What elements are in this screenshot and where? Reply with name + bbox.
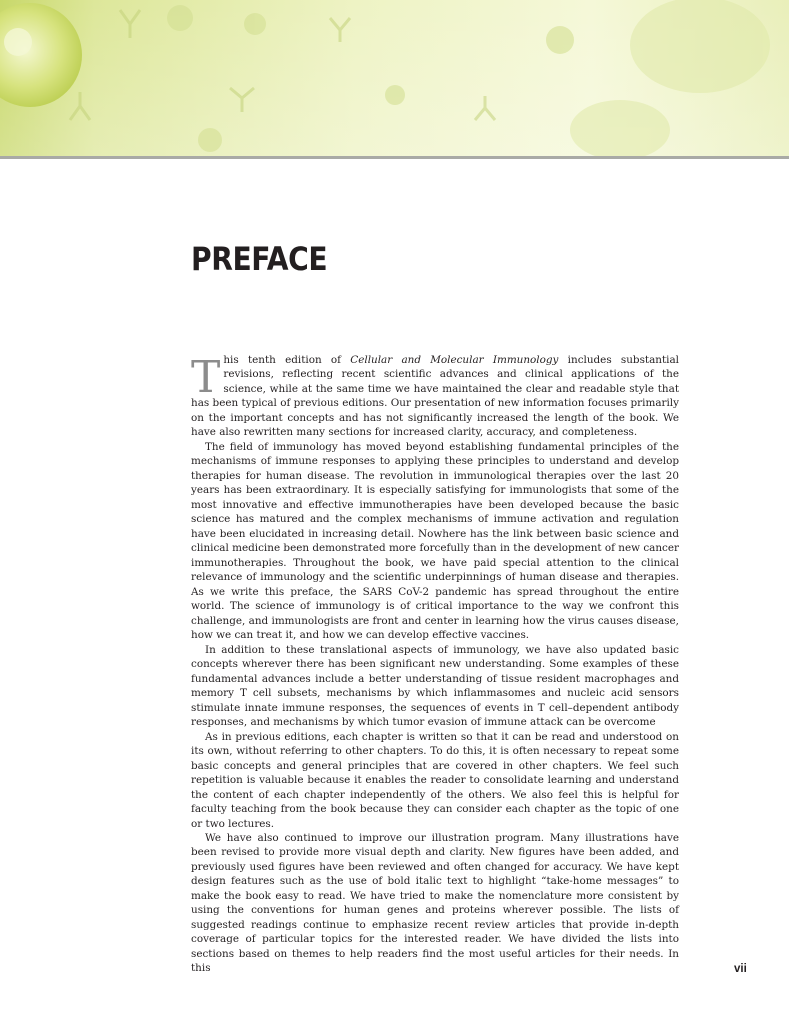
banner-cell-illustration bbox=[0, 0, 789, 156]
preface-body bbox=[191, 353, 679, 976]
paragraph: We have also continued to improve our illustration program. Many illustrations have been revised to provide more visual depth and clarity. New figures have been added, and previously used figures have been reviewed and often changed for accuracy. We have kept design features such as the use of bold italic text to highlight “take-home messages” to make the book easy to read. We have tried to make the nomenclature more consistent by using the conventions for human genes and proteins wherever possible. The lists of suggested readings continue to emphasize recent review articles that provide in-depth coverage of particular topics for the interested reader. We have divided the lists into sections based on themes to help readers find the most useful articles for their needs. In this bbox=[191, 831, 679, 975]
book-title: Cellular and Molecular Immunology bbox=[350, 354, 559, 366]
header-banner bbox=[0, 0, 789, 156]
paragraph: In addition to these translational aspects of immunology, we have also updated basic concepts wherever there has been significant new understanding. Some examples of these fundamental advances include a better understanding of tissue resident macrophages and memory T cell subsets, mechanisms by which inflammasomes and nucleic acid sensors stimulate innate immune responses, the sequences of events in T cell–dependent antibody responses, and mechanisms by which tumor evasion of immune attack can be overcome bbox=[191, 643, 679, 729]
page-title: PREFACE bbox=[191, 240, 328, 278]
banner-rule bbox=[0, 156, 789, 159]
paragraph: The field of immunology has moved beyond establishing fundamental principles of the mechanisms of immune responses to applying these principles to understand and develop therapies for human disease. The revolution in immunological therapies over the last 20 years has been extraordinary. It is especially satisfying for immunologists that some of the most innovative and effective immunotherapies have been developed because the basic science has matured and the complex mechanisms of immune activation and regulation have been elucidated in increasing detail. Nowhere has the link between basic science and clinical medicine been demonstrated more forcefully than in the development of new cancer immunotherapies. Throughout the book, we have paid special attention to the clinical relevance of immunology and the scientific underpinnings of human disease and therapies. As we write this preface, the SARS CoV-2 pandemic has spread throughout the entire world. The science of immunology is of critical importance to the way we confront this challenge, and immunologists are front and center in learning how the virus causes disease, how we can treat it, and how we can develop effective vaccines. bbox=[191, 440, 679, 642]
paragraph: This tenth edition of Cellular and Molecular Immunology includes substantial revisions, reflecting recent scientific advances and clinical applications of the science, while at the same time we have maintained the clear and readable style that has been typical of previous editions. Our presentation of new information focuses primarily on the important concepts and has not significantly increased the length of the book. We have also rewritten many sections for increased clarity, accuracy, and completeness. bbox=[191, 352, 679, 439]
page-number: vii bbox=[734, 963, 747, 975]
drop-cap: T bbox=[191, 352, 221, 403]
paragraph: As in previous editions, each chapter is written so that it can be read and understood on its own, without referring to other chapters. To do this, it is often necessary to repeat some basic concepts and general principles that are covered in other chapters. We feel such repetition is valuable because it enables the reader to consolidate learning and understand the content of each chapter independently of the others. We also feel this is helpful for faculty teaching from the book because they can consider each chapter as the topic of one or two lectures. bbox=[191, 730, 679, 830]
